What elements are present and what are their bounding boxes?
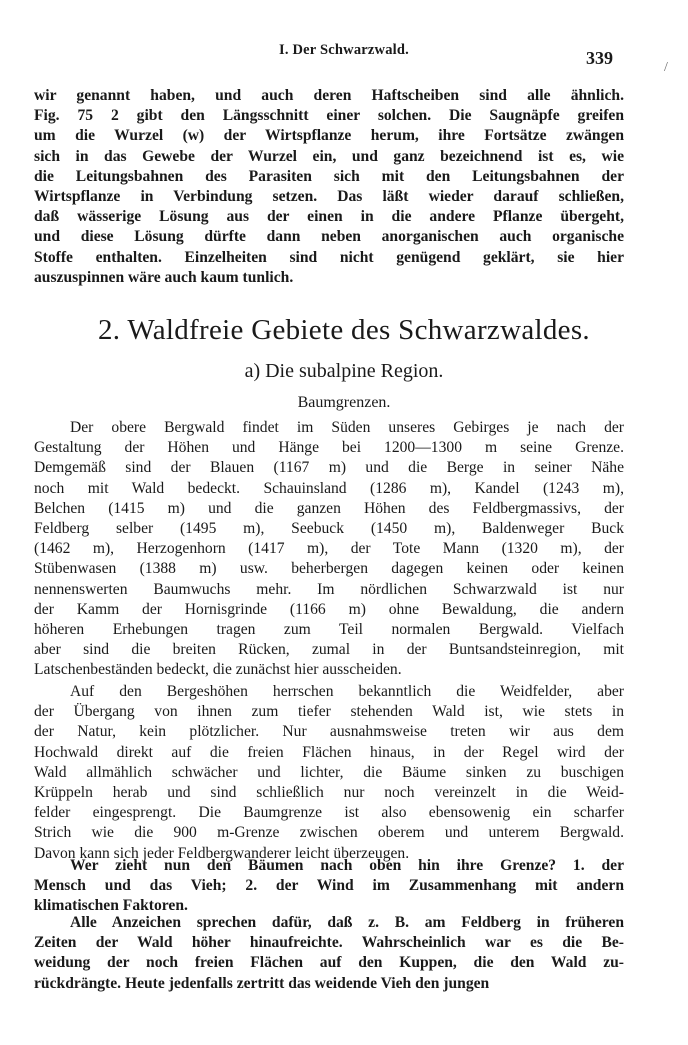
text-line: Belchen (1415 m) und die ganzen Höhen des Feldbergmassivs, der	[34, 499, 624, 517]
text-line: höheren Erhebungen tragen zum Teil normalen Bergwald. Vielfach	[34, 621, 624, 639]
text-line: wir genannt haben, und auch deren Haftscheiben sind alle ähnlich.	[34, 87, 624, 104]
text-line: Zeiten der Wald höher hinaufreichte. Wahrscheinlich war es die Be-	[34, 934, 624, 952]
paragraph-bergeshoehen	[34, 682, 624, 864]
text-line: weidung der noch freien Flächen auf den Kuppen, die den Wald zu-	[34, 954, 624, 972]
text-line: Fig. 75 2 gibt den Längsschnitt einer solchen. Die Saugnäpfe greifen	[34, 107, 624, 125]
text-line: aber sind die breiten Rücken, zumal in der Buntsandsteinregion, mit	[34, 641, 624, 659]
text-line: Alle Anzeichen sprechen dafür, daß z. B. am Feldberg in früheren	[70, 914, 624, 931]
running-head	[0, 42, 688, 66]
text-line: um die Wurzel (w) der Wirtspflanze herum, ihre Fortsätze zwängen	[34, 127, 624, 145]
text-line: Krüppeln herab und sind schließlich nur noch vereinzelt in die Weid-	[34, 784, 624, 802]
text-line: der Übergang von ihnen zum tiefer stehenden Wald ist, wie stets in	[34, 703, 624, 721]
text-line: Wald allmählich schwächer und lichter, die Bäume sinken zu buschigen	[34, 763, 624, 781]
text-line: Wer zieht nun den Bäumen nach oben hin ihre Grenze? 1. der	[70, 857, 624, 874]
subsection-heading: a) Die subalpine Region.	[244, 360, 444, 382]
text-line: klimatischen Faktoren.	[34, 897, 188, 915]
text-line: Hochwald direkt auf die freien Flächen hinaus, in der Regel wird der	[34, 743, 624, 761]
text-line: rückdrängte. Heute jedenfalls zertritt das weidende Vieh den jungen	[34, 974, 490, 992]
paragraph-anzeichen	[34, 913, 624, 994]
intro-paragraph	[34, 86, 624, 288]
text-line: der Natur, kein plötzlicher. Nur ausnahmsweise treten wir aus dem	[34, 723, 624, 741]
paragraph-baumgrenzen	[34, 418, 624, 681]
text-line: Demgemäß sind der Blauen (1167 m) und die Berge in seiner Nähe	[34, 459, 624, 477]
text-line: Strich wie die 900 m-Grenze zwischen oberem und unterem Bergwald.	[34, 824, 624, 842]
text-line: die Leitungsbahnen des Parasiten sich mit den Leitungsbahnen der	[34, 167, 624, 185]
section-heading: 2. Waldfreie Gebiete des Schwarzwaldes.	[98, 314, 590, 346]
text-line: Gestaltung der Höhen und Hänge bei 1200—1300 m seine Grenze.	[34, 439, 624, 457]
text-line: Mensch und das Vieh; 2. der Wind im Zusammenhang mit andern	[34, 877, 624, 895]
edge-mark: /	[664, 60, 668, 75]
text-line: Auf den Bergeshöhen herrschen bekanntlich die Weidfelder, aber	[70, 683, 624, 700]
text-line: der Kamm der Hornisgrinde (1166 m) ohne Bewaldung, die andern	[34, 600, 624, 618]
text-line: (1462 m), Herzogenhorn (1417 m), der Tote Mann (1320 m), der	[34, 540, 624, 558]
text-line: Davon kann sich jeder Feldbergwanderer leicht überzeugen.	[34, 844, 410, 862]
page-number: 339	[586, 48, 613, 68]
paragraph-grenze-frage	[34, 856, 624, 917]
text-line: Der obere Bergwald findet im Süden unseres Gebirges je nach der	[70, 419, 624, 436]
text-line: nennenswerten Baumwuchs mehr. Im nördlichen Schwarzwald ist nur	[34, 580, 624, 598]
text-line: daß wässerige Lösung aus der einen in die andere Pflanze übergeht,	[34, 208, 624, 226]
text-line: Wirtspflanze in Verbindung setzen. Das läßt wieder darauf schließen,	[34, 188, 624, 206]
text-line: Stübenwasen (1388 m) usw. beherbergen dagegen keinen oder keinen	[34, 560, 624, 578]
text-line: noch mit Wald bedeckt. Schauinsland (1286 m), Kandel (1243 m),	[34, 479, 624, 497]
text-line: Feldberg selber (1495 m), Seebuck (1450 m), Baldenweger Buck	[34, 520, 624, 538]
running-title: I. Der Schwarzwald.	[279, 42, 409, 58]
minor-heading: Baumgrenzen.	[297, 394, 391, 411]
text-line: Latschenbeständen bedeckt, die zunächst hier ausscheiden.	[34, 661, 402, 679]
text-line: sich in das Gewebe der Wurzel ein, und ganz bezeichnend ist es, wie	[34, 147, 624, 165]
text-line: Stoffe enthalten. Einzelheiten sind nicht genügend geklärt, sie hier	[34, 248, 624, 266]
text-line: und diese Lösung dürfte dann neben anorganischen auch organische	[34, 228, 624, 246]
text-line: felder eingesprengt. Die Baumgrenze ist also ebensowenig ein scharfer	[34, 804, 624, 822]
text-line: auszuspinnen wäre auch kaum tunlich.	[34, 268, 294, 286]
